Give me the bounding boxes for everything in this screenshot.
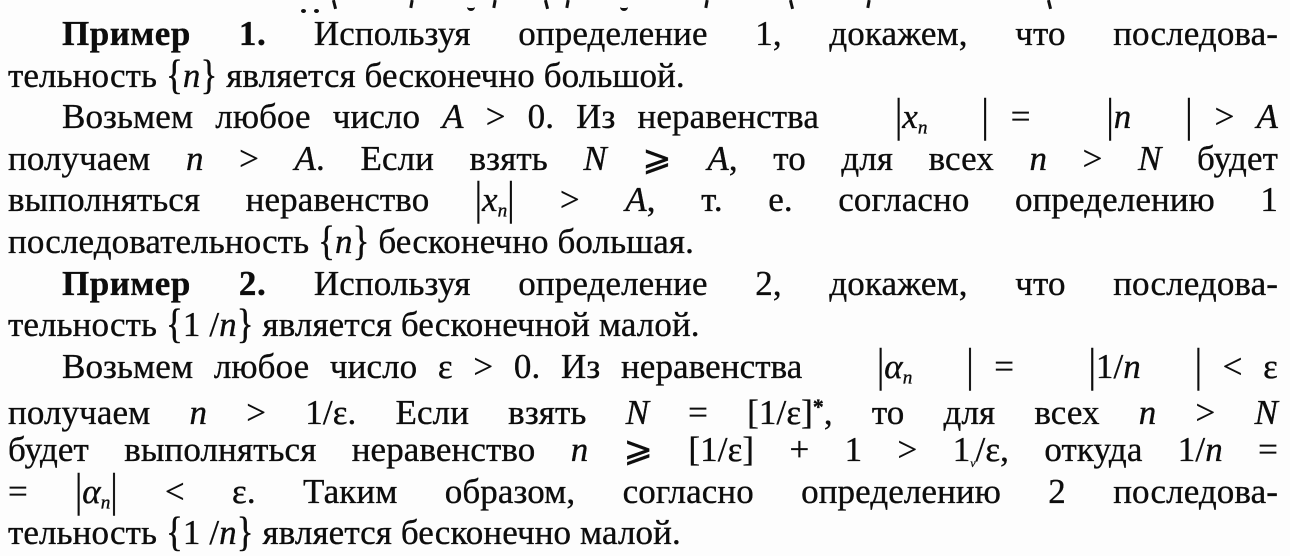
math-variable: A (707, 138, 729, 178)
fragment-mark (467, 0, 475, 11)
text-run: = (8, 471, 76, 511)
print-artifact: v (970, 457, 976, 470)
subscript-index: n (917, 117, 928, 139)
math-variable: n (1123, 346, 1141, 386)
text-run: бесконечно большая. (369, 221, 694, 261)
math-variable: A (294, 138, 317, 178)
math-variable: n (219, 513, 237, 553)
math-variable: n (1205, 429, 1223, 469)
text-run: выполняться неравенство (8, 180, 475, 220)
subscript-index: n (902, 367, 913, 389)
math-variable: n (219, 305, 237, 345)
text-run: Возьмем любое число (62, 97, 443, 137)
text-run: будет (1161, 138, 1278, 178)
bold-text: Пример 1. (62, 14, 267, 53)
text-run: является бесконечно большой. (217, 55, 685, 95)
subscript-index: n (100, 491, 111, 513)
text-run: > (1192, 97, 1257, 137)
text-line (8, 509, 1278, 556)
text-run: . Если взять (316, 138, 584, 178)
brace: } (200, 51, 218, 98)
text-run: = (1222, 429, 1278, 469)
brace: } (352, 218, 370, 265)
math-variable: A (442, 97, 464, 137)
text-line (8, 13, 1278, 55)
brace: { (165, 509, 183, 556)
math-variable: n (570, 429, 589, 469)
abs-bar: | (507, 172, 515, 225)
abs-bar: | (474, 172, 482, 225)
text-line (8, 89, 1278, 142)
abs-bar: | (110, 464, 118, 516)
text-run: > (203, 138, 295, 178)
text-run: Используя определение 2, докажем, что последова- (266, 263, 1278, 303)
fragment-mark (866, 0, 870, 8)
math-variable: N (583, 138, 607, 178)
text-run: последовательность (8, 221, 319, 261)
brace: } (236, 301, 254, 348)
text-run: = (988, 97, 1053, 137)
brace: { (165, 51, 183, 98)
math-variable: N (1254, 393, 1278, 433)
abs-bar: | (1088, 339, 1096, 391)
text-line (8, 429, 1278, 471)
abs-bar: | (877, 339, 885, 391)
text-run: 1/ (1095, 346, 1124, 386)
abs-bar: | (1194, 339, 1203, 391)
text-run: 1 / (182, 305, 220, 345)
math-variable: n (1138, 393, 1157, 433)
text-run: > (1047, 138, 1139, 178)
text-run: Используя определение 1, докажем, что последова- (266, 14, 1278, 53)
text-run: > 0. Из неравенства (463, 97, 842, 137)
abs-bar: | (981, 89, 989, 142)
math-variable: A (625, 180, 647, 220)
fragment-mark (565, 0, 569, 8)
text-line (8, 138, 1278, 180)
fragment-mark (332, 0, 337, 9)
text-run: получаем (8, 393, 190, 433)
brace: { (318, 218, 335, 265)
brace: } (236, 509, 254, 556)
paragraph-example-2-intro (8, 263, 1278, 346)
text-run: < ε (1202, 346, 1278, 386)
text-run: < ε. Таким образом, согласно определению 2 последова- (117, 471, 1278, 511)
math-variable: n (182, 55, 201, 95)
text-run: Возьмем любое число ε > 0. Из неравенства (62, 346, 824, 386)
text-run: > (514, 180, 626, 220)
math-variable: α (82, 471, 101, 511)
math-variable: n (334, 221, 353, 261)
text-run: , то для всех (823, 393, 1139, 433)
abs-bar: | (895, 89, 903, 142)
math-variable: n (185, 138, 204, 178)
text-run: /ε, откуда 1/ (975, 429, 1206, 469)
paragraph-example-1-intro (8, 13, 1278, 96)
paragraph-example-1-proof (8, 89, 1278, 265)
text-run: > (1156, 393, 1255, 433)
brace: { (165, 301, 183, 348)
text-run: является бесконечно малой. (253, 513, 681, 553)
math-variable: n (1113, 97, 1132, 137)
fragment-mark (704, 0, 708, 8)
paragraph-example-2-proof (8, 339, 1278, 556)
text-run: получаем (8, 138, 186, 178)
text-run: , т. е. согласно определению 1 (646, 180, 1278, 220)
fragment-mark (492, 0, 496, 8)
abs-bar: | (966, 339, 974, 391)
text-run: 1 / (182, 513, 220, 553)
text-run: ⩾ (606, 138, 708, 178)
subscript-index: n (497, 200, 508, 222)
math-variable: A (1256, 97, 1278, 137)
abs-bar: | (1185, 89, 1193, 142)
math-variable: x (902, 97, 918, 137)
math-variable: x (481, 180, 498, 220)
superscript-star: * (812, 395, 824, 420)
fragment-mark (409, 0, 413, 8)
text-run: , то для всех (728, 138, 1030, 178)
text-run: = [1/ε] (649, 393, 813, 433)
text-run: = (973, 346, 1035, 386)
text-run: тельность (8, 55, 166, 95)
text-run: > 1/ε. Если взять (207, 393, 626, 433)
top-edge-fragments (0, 0, 1290, 14)
math-variable: N (625, 393, 650, 433)
text-run: будет выполняться неравенство (8, 429, 571, 469)
fragment-mark (1047, 0, 1052, 9)
math-variable: N (1138, 138, 1162, 178)
text-run: является бесконечной малой. (253, 305, 700, 345)
fragment-mark (544, 0, 549, 9)
text-run: тельность (8, 305, 166, 345)
fragment-mark (789, 0, 794, 9)
fragment-mark (620, 0, 628, 11)
text-line (8, 218, 1278, 265)
text-run: тельность (8, 513, 166, 553)
text-line (8, 387, 1278, 433)
math-variable: n (189, 393, 208, 433)
abs-bar: | (75, 464, 83, 516)
bold-text: Пример 2. (62, 263, 267, 303)
text-line (8, 263, 1278, 305)
math-variable: n (1029, 138, 1048, 178)
text-line (8, 464, 1278, 516)
text-line (8, 172, 1278, 225)
text-run: ⩾ [1/ε] + 1 > 1 (588, 429, 971, 469)
text-line (8, 339, 1278, 391)
abs-bar: | (1106, 89, 1114, 142)
math-variable: α (884, 346, 903, 386)
text-block (8, 13, 1278, 554)
